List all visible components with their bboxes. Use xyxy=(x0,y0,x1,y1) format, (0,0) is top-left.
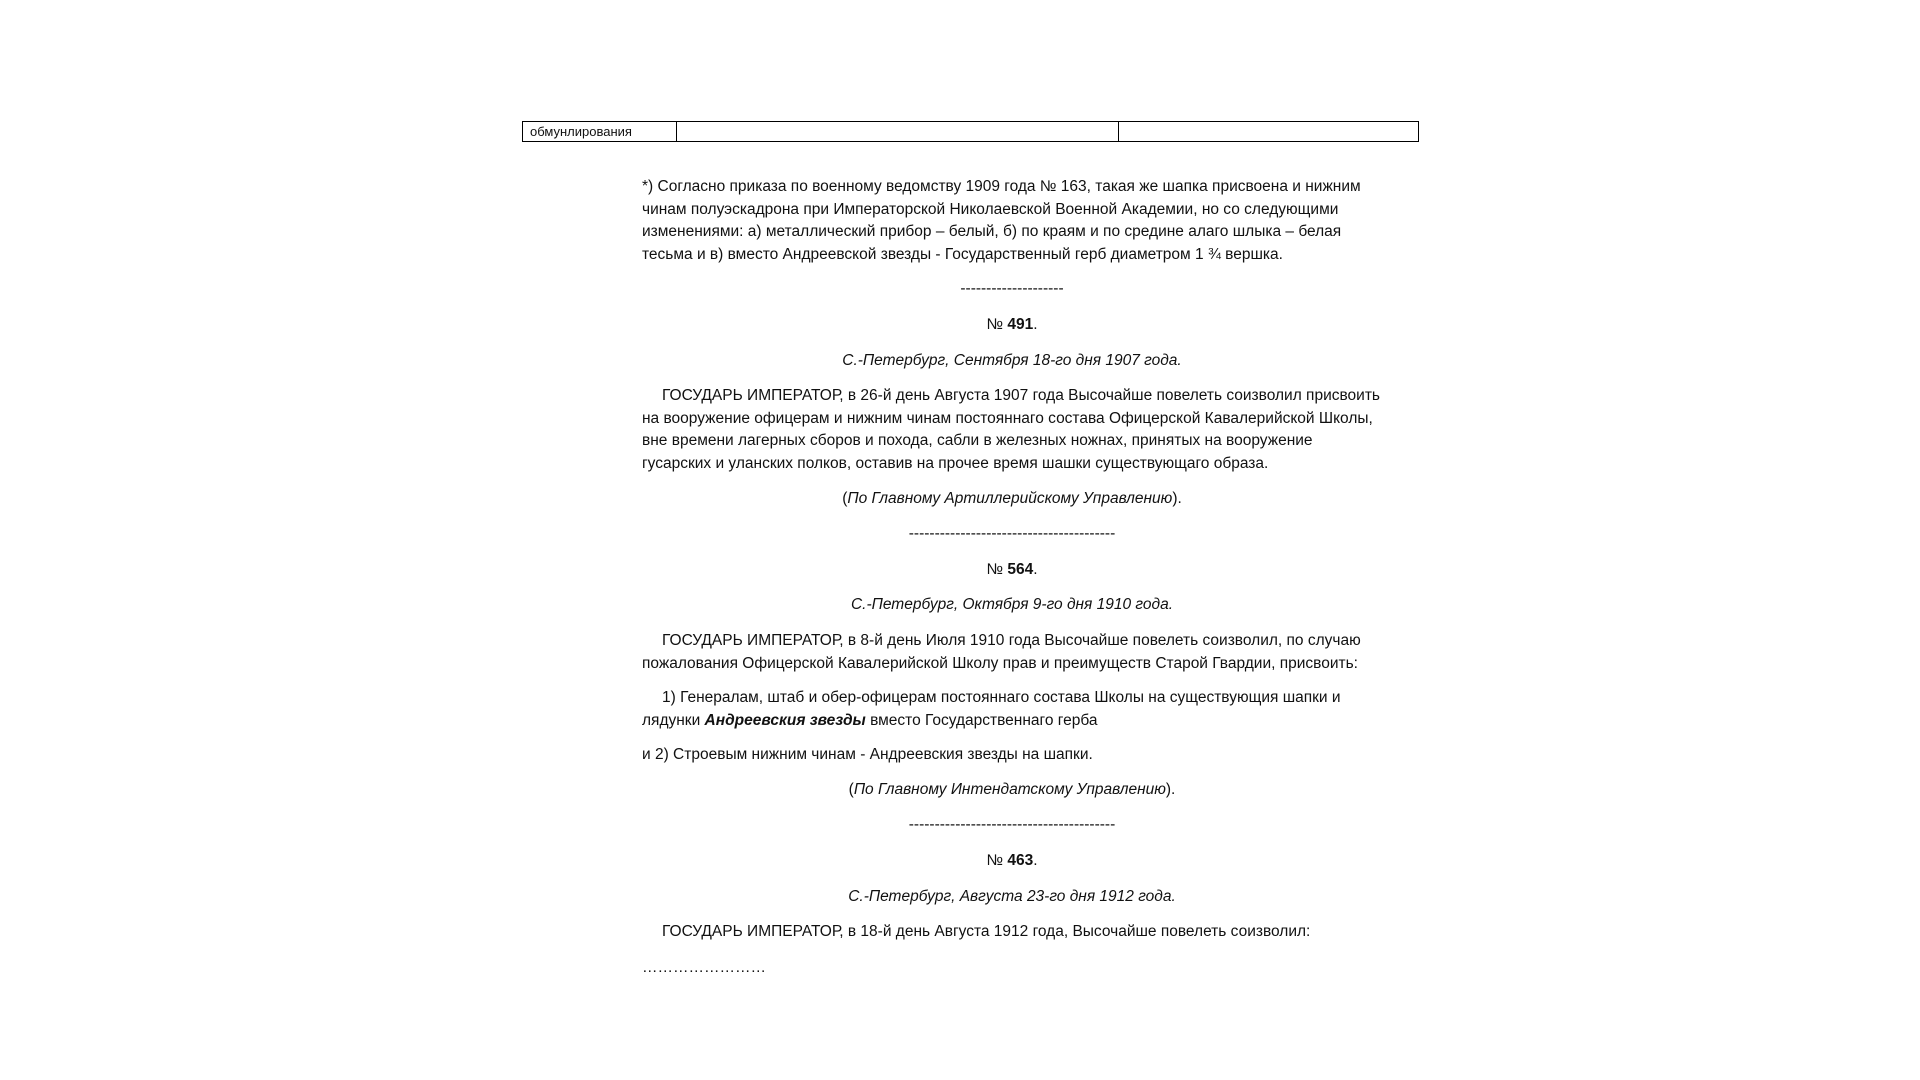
order-number xyxy=(642,559,1382,582)
separator: ---------------------------------------- xyxy=(908,816,1116,834)
number-suffix: . xyxy=(1033,852,1038,870)
item-emphasis: Андреевския звезды xyxy=(704,711,866,729)
table-cell xyxy=(1119,122,1419,142)
ellipsis: …………………… xyxy=(642,958,766,976)
order-intro: ГОСУДАРЬ ИМПЕРАТОР, в 8-й день Июля 1910 года Высочайше повелеть соизволил, по случаю пожалования Офицерской Кавалерийской Школу прав и преимуществ Старой Гвардии, присвоить: xyxy=(642,631,1361,672)
order-item xyxy=(642,687,1382,732)
item-text: 1) Генералам, штаб и обер-офицерам постояннаго состава Школы на существующия шапки и лядунки xyxy=(642,689,1341,729)
number-suffix: . xyxy=(1033,315,1038,333)
order-number xyxy=(642,314,1382,337)
order-source xyxy=(642,779,1382,802)
order-place-date: С.-Петербург, Сентября 18-го дня 1907 года. xyxy=(842,351,1182,369)
source-open: ( xyxy=(848,780,854,798)
number-prefix: № xyxy=(986,560,1008,578)
order-item: и 2) Строевым нижним чинам - Андреевския звезды на шапки. xyxy=(642,746,1093,764)
number-suffix: . xyxy=(1033,560,1038,578)
order-place-date: С.-Петербург, Августа 23-го дня 1912 года. xyxy=(848,887,1176,905)
source-text: По Главному Артиллерийскому Управлению xyxy=(847,489,1173,507)
number-prefix: № xyxy=(986,315,1008,333)
order-paragraph: ГОСУДАРЬ ИМПЕРАТОР, в 26-й день Августа 1907 года Высочайше повелеть соизволил присвоить на вооружение офицерам и нижним чинам постояннаго состава Офицерской Кавалерийской Школы, вне времени лагерных сборов и похода, сабли в железных ножнах, принятых на вооружение гусарских и уланских полков, оставив на прочее время шашки существующаго образа. xyxy=(642,387,1380,472)
document-body xyxy=(642,176,1382,979)
separator: ---------------------------------------- xyxy=(908,525,1116,543)
number-value: 491 xyxy=(1007,315,1034,333)
separator: -------------------- xyxy=(960,280,1064,298)
number-prefix: № xyxy=(986,852,1008,870)
number-value: 463 xyxy=(1007,852,1034,870)
source-close: ). xyxy=(1172,489,1182,507)
footnote: *) Согласно приказа по военному ведомству 1909 года № 163, такая же шапка присвоена и нижним чинам полуэскадрона при Императорской Николаевской Военной Академии, но со следующими изменениями: а) металлический прибор – белый, б) по краям и по средине алаго шлыка – белая тесьма и в) вместо Андреевской звезды - Государственный герб диаметром 1 ¾ вершка. xyxy=(642,178,1361,263)
table-cell xyxy=(677,122,1119,142)
item-text: вместо Государственнаго герба xyxy=(865,711,1098,729)
table-row xyxy=(523,122,1419,142)
table-cell: обмунлирования xyxy=(523,122,677,142)
order-source xyxy=(642,488,1382,511)
source-open: ( xyxy=(842,489,848,507)
order-number xyxy=(642,850,1382,873)
order-intro: ГОСУДАРЬ ИМПЕРАТОР, в 18-й день Августа 1912 года, Высочайше повелеть соизволил: xyxy=(662,923,1311,941)
top-table xyxy=(522,121,1419,142)
order-place-date: С.-Петербург, Октября 9-го дня 1910 года. xyxy=(850,596,1174,614)
source-text: По Главному Интендатскому Управлению xyxy=(853,780,1166,798)
source-close: ). xyxy=(1165,780,1176,798)
number-value: 564 xyxy=(1007,560,1034,578)
